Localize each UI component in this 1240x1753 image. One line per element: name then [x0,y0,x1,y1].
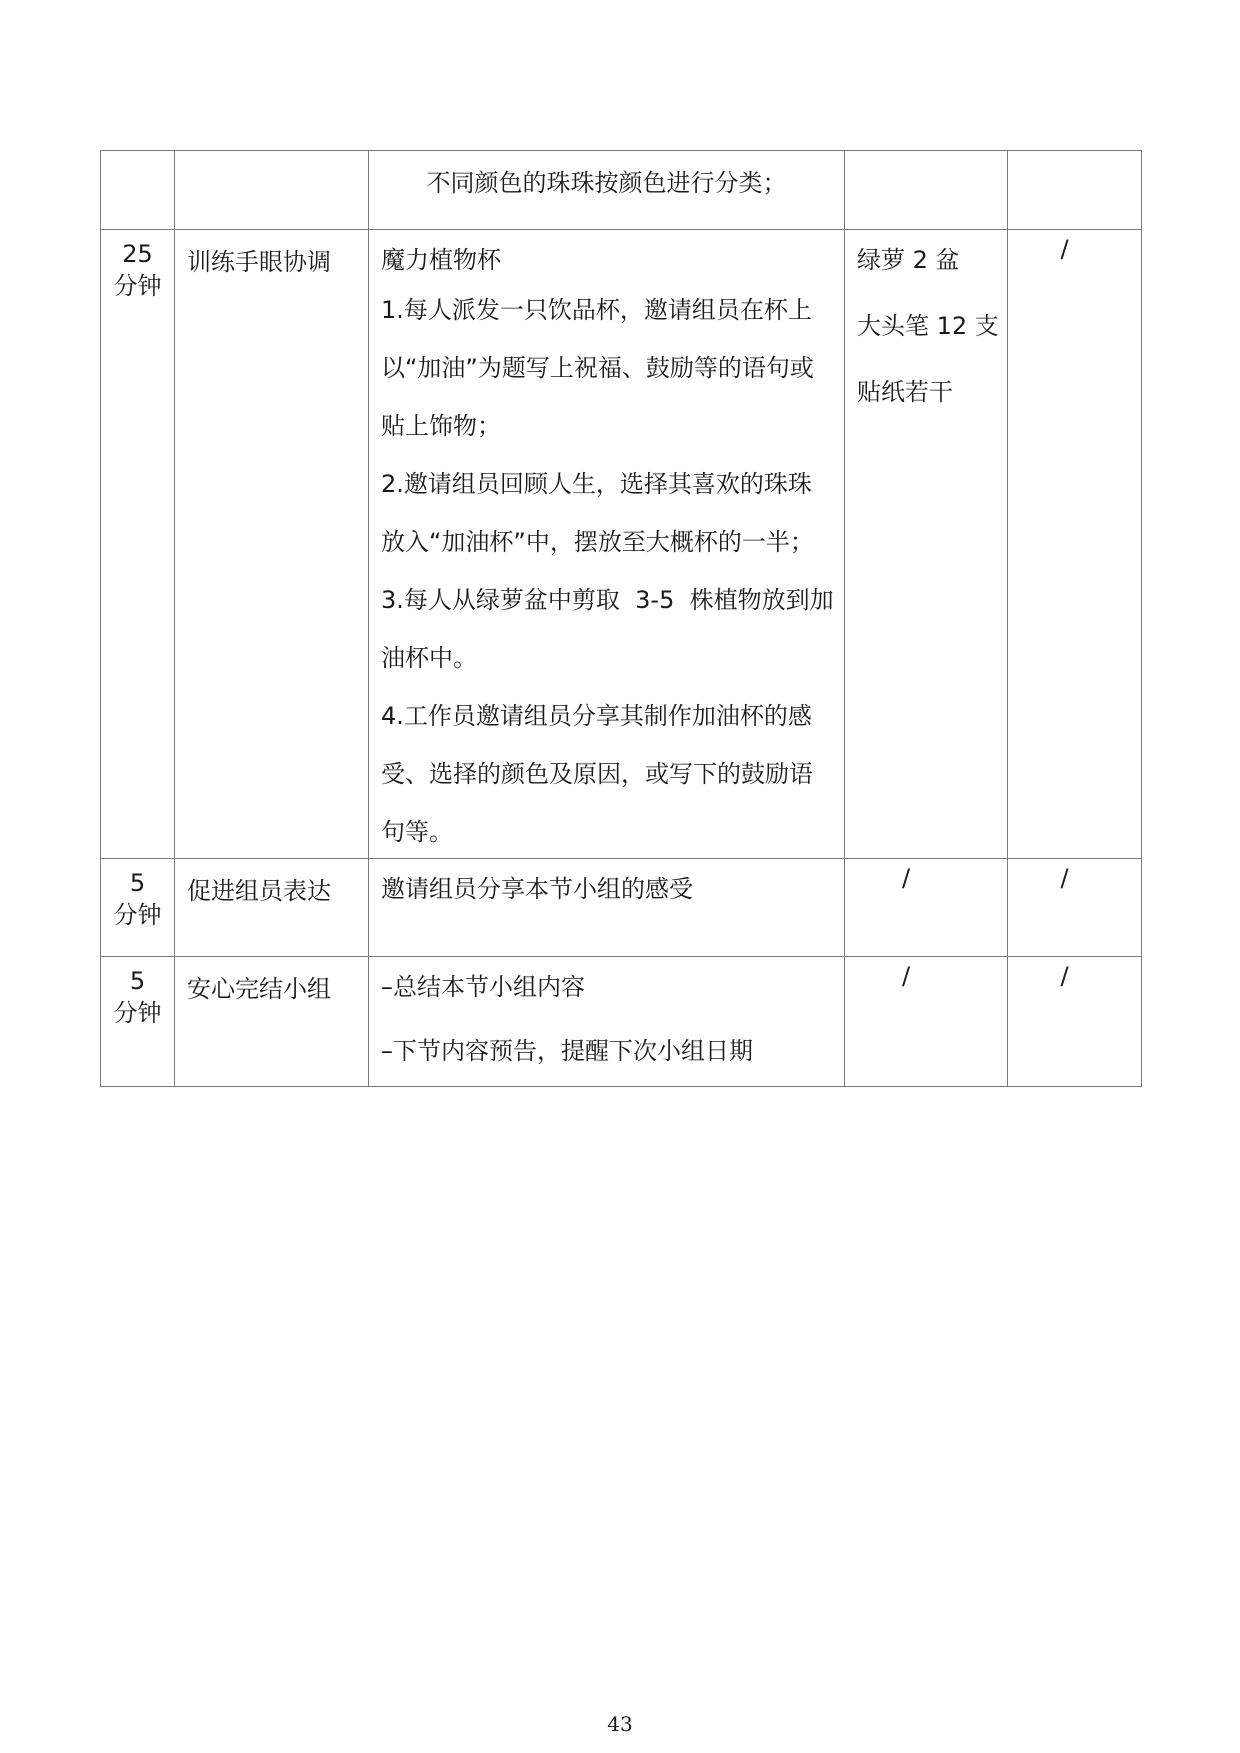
content-cell [369,957,845,1087]
goal-cell: 安心完结小组 [175,957,369,1087]
time-value: 5 [129,869,146,897]
content-line: 油杯中。 [381,644,477,672]
table-row [101,859,1142,957]
time-cell [101,230,175,859]
time-value: 25 [122,240,153,268]
content-line: 2.邀请组员回顾人生，选择其喜欢的珠珠 [381,470,812,498]
table-row [101,151,1142,230]
time-unit: 分钟 [113,272,162,300]
note-cell: / [1008,859,1142,957]
material-item: 大头笔 12 支 [857,312,999,340]
session-plan-table [100,150,1142,1087]
material-item: 贴纸若干 [857,378,953,406]
note-cell [1008,151,1142,230]
materials-cell: / [845,859,1008,957]
content-line: 4.工作员邀请组员分享其制作加油杯的感 [381,702,812,730]
content-line: 贴上饰物； [381,412,501,440]
content-line: 放入“加油杯”中，摆放至大概杯的一半； [381,528,814,556]
content-line: 1.每人派发一只饮品杯，邀请组员在杯上 [381,296,812,324]
content-line: 不同颜色的珠珠按颜色进行分类； [426,169,787,197]
goal-cell: 促进组员表达 [175,859,369,957]
time-cell [101,859,175,957]
content-line: –下节内容预告，提醒下次小组日期 [381,1037,753,1065]
time-unit: 分钟 [113,901,162,929]
activity-title: 魔力植物杯 [381,246,501,274]
content-line: 受、选择的颜色及原因，或写下的鼓励语 [381,760,813,788]
time-cell [101,151,175,230]
material-item: 绿萝 2 盆 [857,246,960,274]
content-line: 邀请组员分享本节小组的感受 [381,875,693,903]
materials-cell [845,230,1008,859]
time-value: 5 [129,967,146,995]
content-cell [369,859,845,957]
content-line: –总结本节小组内容 [381,973,585,1001]
table-row [101,230,1142,859]
time-cell [101,957,175,1087]
goal-cell [175,151,369,230]
note-cell: / [1008,957,1142,1087]
content-line: 3.每人从绿萝盆中剪取 3-5 株植物放到加 [381,586,834,614]
materials-cell [845,151,1008,230]
page-number: 43 [607,1712,633,1736]
goal-cell: 训练手眼协调 [175,230,369,859]
content-line: 句等。 [381,818,453,846]
time-unit: 分钟 [113,999,162,1027]
note-cell: / [1008,230,1142,859]
materials-cell: / [845,957,1008,1087]
table-row [101,957,1142,1087]
content-cell [369,230,845,859]
content-line: 以“加油”为题写上祝福、鼓励等的语句或 [381,354,814,382]
content-cell [369,151,845,230]
